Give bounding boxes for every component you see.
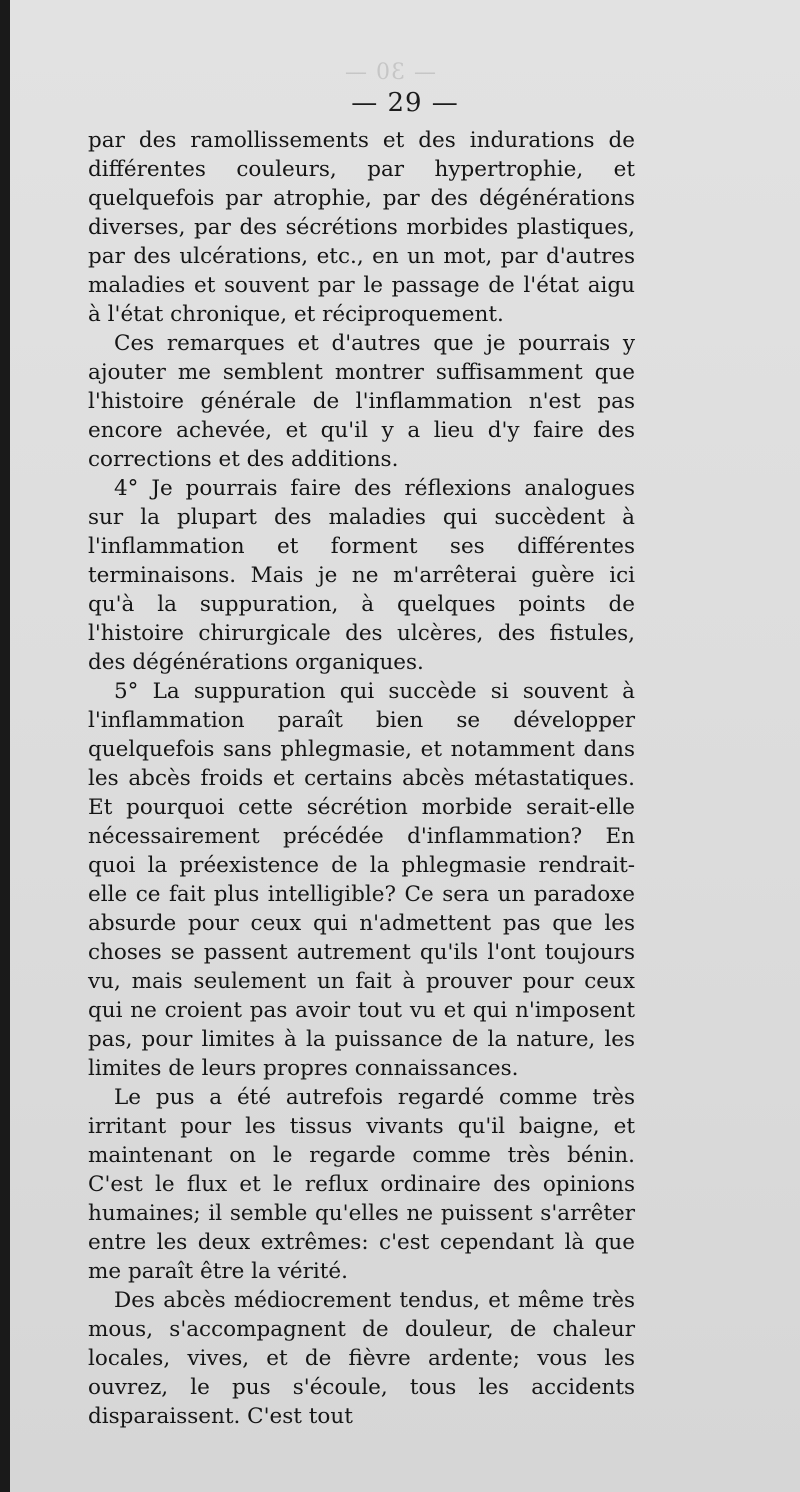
paragraph: Ces remarques et d'autres que je pourrais y ajouter me semblent montrer suffisamment que l'histoire générale de l'inflammation n'est pas encore achevée, et qu'il y a lieu d'y faire des corrections et des additions. — [88, 331, 635, 472]
page-number: — 29 — — [351, 88, 459, 118]
paragraph: Des abcès médiocrement tendus, et même très mous, s'accompagnent de douleur, de chaleur locales, vives, et de fièvre ardente; vous les ouvrez, le pus s'écoule, tous les accidents disparaissent. C'est tout — [88, 1288, 635, 1429]
paragraph: 5° La suppuration qui succède si souvent à l'inflammation paraît bien se développer quelquefois sans phlegmasie, et notamment dans les abcès froids et certains abcès métastatiques. Et pourquoi cette sécrétion morbide serait-elle nécessairement précédée d'inflammation? En quoi la préexistence de la phlegmasie rendrait-elle ce fait plus intelligible? Ce sera un paradoxe absurde pour ceux qui n'admettent pas que les choses se passent autrement qu'ils l'ont toujours vu, mais seulement un fait à prouver pour ceux qui ne croient pas avoir tout vu et qui n'imposent pas, pour limites à la puissance de la nature, les limites de leurs propres connaissances. — [88, 679, 635, 1081]
show-through-text: — 30 — — [344, 60, 436, 85]
paragraph: Le pus a été autrefois regardé comme très irritant pour les tissus vivants qu'il baigne, et maintenant on le regarde comme très bénin. C'est le flux et le reflux ordinaire des opinions humaines; il semble qu'elles ne puissent s'arrêter entre les deux extrêmes: c'est cependant là que me paraît être la vérité. — [88, 1085, 635, 1284]
paragraph: par des ramollissements et des indurations de différentes couleurs, par hypertrophie, et quelquefois par atrophie, par des dégénérations diverses, par des sécrétions morbides plastiques, par des ulcérations, etc., en un mot, par d'autres maladies et souvent par le passage de l'état aigu à l'état chronique, et réciproquement. — [88, 128, 635, 327]
body-text — [88, 126, 635, 1431]
book-page — [10, 0, 800, 1492]
paragraph: 4° Je pourrais faire des réflexions analogues sur la plupart des maladies qui succèdent à l'inflammation et forment ses différentes terminaisons. Mais je ne m'arrêterai guère ici qu'à la suppuration, à quelques points de l'histoire chirurgicale des ulcères, des fistules, des dégénérations organiques. — [88, 476, 635, 675]
